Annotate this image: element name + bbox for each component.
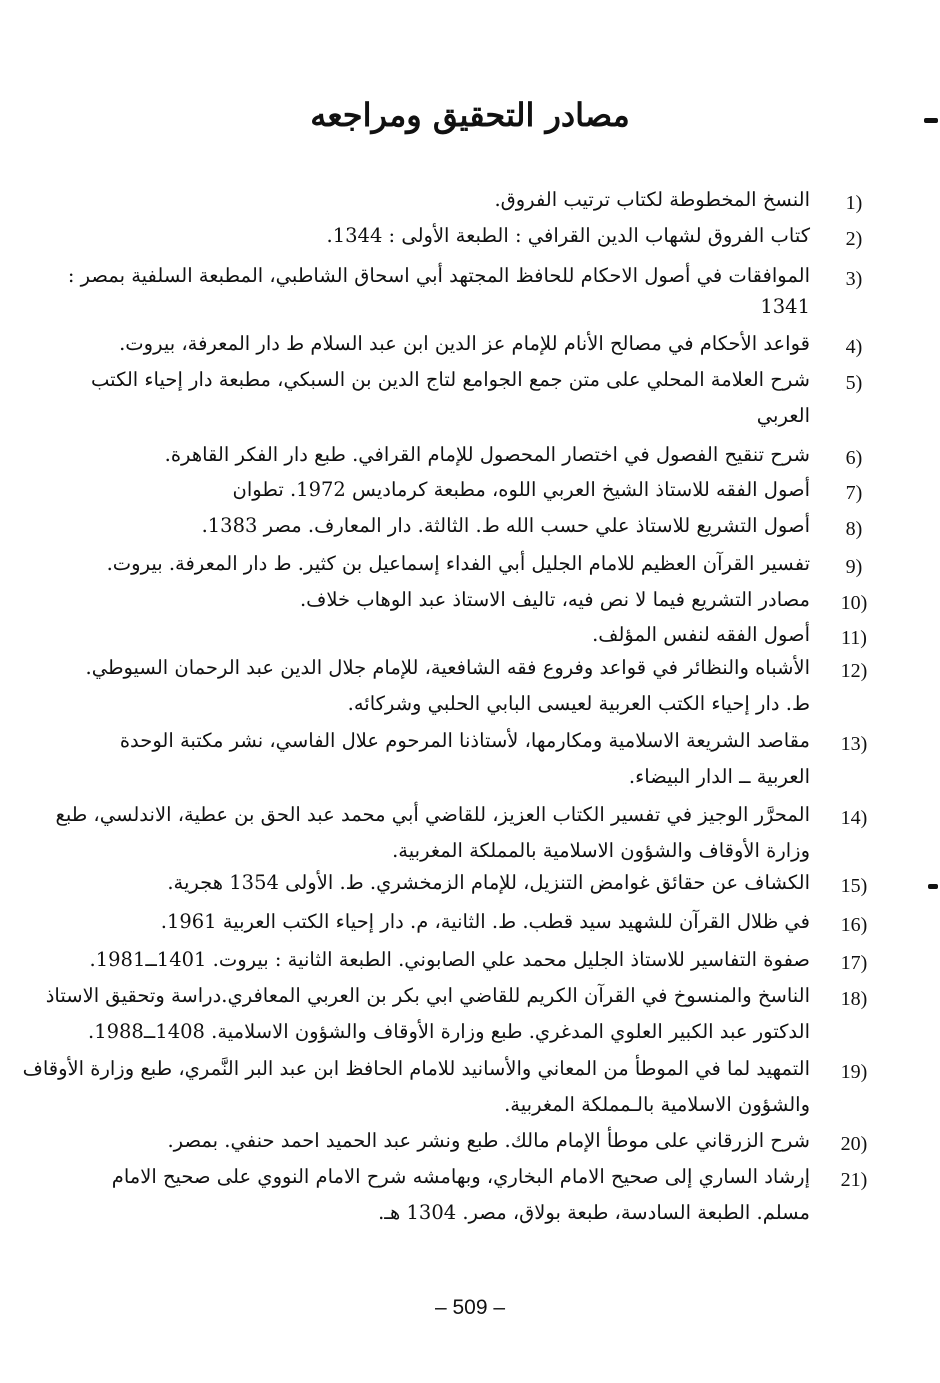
- reference-number: 19): [840, 1061, 868, 1083]
- reference-number: 21): [840, 1169, 868, 1191]
- reference-number: 18): [840, 988, 868, 1010]
- reference-number: 20): [840, 1133, 868, 1155]
- page-number: – 509 –: [434, 1296, 506, 1319]
- reference-number: 7): [845, 482, 863, 504]
- reference-number: 16): [840, 914, 868, 936]
- reference-number: 17): [840, 952, 868, 974]
- reference-number: 10): [840, 592, 868, 614]
- reference-number: 14): [840, 807, 868, 829]
- reference-number: 11): [841, 627, 867, 649]
- reference-number: 8): [845, 518, 863, 540]
- reference-number: 6): [845, 447, 863, 469]
- reference-number: 9): [845, 556, 863, 578]
- reference-number: 3): [845, 268, 863, 290]
- references-list: 1) النسخ المخطوطة لكتاب ترتيب الفروق. 2) كتاب الفروق لشهاب الدين القرافي : الطبعة الأولى : 1344. 3) الموافقات في أصول الاحكام للحافظ المجتهد أبي اسحاق الشاطبي، المطبعة السلفية بمصر : 1341 4) قواعد الأحكام في مصالح الأنام للإمام عز الدين ابن عبد السلام ط دار المعرفة، بيروت. 5) شرح العلامة المحلي على متن جمع الجوامع لتاج الدين بن السبكي، مطبعة دار إحياء الكتب العربي 6) شرح تنقيح الفصول في اختصار المحصول للإمام القرافي. طبع دار الفكر القاهرة. 7) أصول الفقه للاستاذ الشيخ العربي اللوه، مطبعة كرماديس 1972. تطوان 8) أصول التشريع للاستاذ علي حسب الله ط. الثالثة. دار المعارف. مصر 1383. 9) تفسير القرآن العظيم للامام الجليل أبي الفداء إسماعيل بن كثير. ط دار المعرفة. بيروت. 10) مصادر التشريع فيما لا نص فيه، تاليف الاستاذ عبد الوهاب خلاف. 11) أصول الفقه لنفس المؤلف. 12) الأشباه والنظائر في قواعد وفروع فقه الشافعية، للإمام جلال الدين عبد الرحمان السيوطي. ط. دار إحياء الكتب العربية لعيسى البابي الحلبي وشركائه. 13) مقاصد الشريعة الاسلامية ومكارمها، لأستاذنا المرحوم علال الفاسي، نشر مكتبة الوحدة العربية ــ الدار البيضاء. 14) المحرَّر الوجيز في تفسير الكتاب العزيز، للقاضي أبي محمد عبد الحق بن عطية، الاندلسي، طبع وزارة الأوقاف والشؤون الاسلامية بالمملكة المغربية. 15) الكشاف عن حقائق غوامض التنزيل، للإمام الزمخشري. ط. الأولى 1354 هجرية. 16) في ظلال القرآن للشهيد سيد قطب. ط. الثانية، م. دار إحياء الكتب العربية 1961. 17) صفوة التفاسير للاستاذ الجليل محمد علي الصابوني. الطبعة الثانية : بيروت. 1401ــ1981. 18) الناسخ والمنسوخ في القرآن الكريم للقاضي ابي بكر بن العربي المعافري.دراسة وتحقيق الاستاذ الدكتور عبد الكبير العلوي المدغري. طبع وزارة الأوقاف والشؤون الاسلامية. 1408ــ1988. 19) التمهيد لما في الموطأ من المعاني والأسانيد للامام الحافظ ابن عبد البر النَّمري، طبع وزارة الأوقاف والشؤون الاسلامية بالـمملكة المغربية. 20) شرح الزرقاني على موطأ الإمام مالك. طبع ونشر عبد الحميد احمد حنفي. بمصر. 21) إرشاد الساري إلى صحيح الامام البخاري، وبهامشه شرح الامام النووي على صحيح الامام مسلم. الطبعة السادسة، طبعة بولاق، مصر. 1304 هـ.: [0, 0, 940, 1383]
- reference-number: 1): [845, 192, 863, 214]
- reference-number: 15): [840, 875, 868, 897]
- page-title: مصادر التحقيق ومراجعه: [310, 96, 630, 134]
- reference-number: 13): [840, 733, 868, 755]
- reference-number: 5): [845, 372, 863, 394]
- reference-number: 2): [845, 228, 863, 250]
- reference-number: 4): [845, 336, 863, 358]
- reference-number: 12): [840, 660, 868, 682]
- margin-mark: [924, 118, 938, 123]
- margin-mark: [928, 884, 938, 889]
